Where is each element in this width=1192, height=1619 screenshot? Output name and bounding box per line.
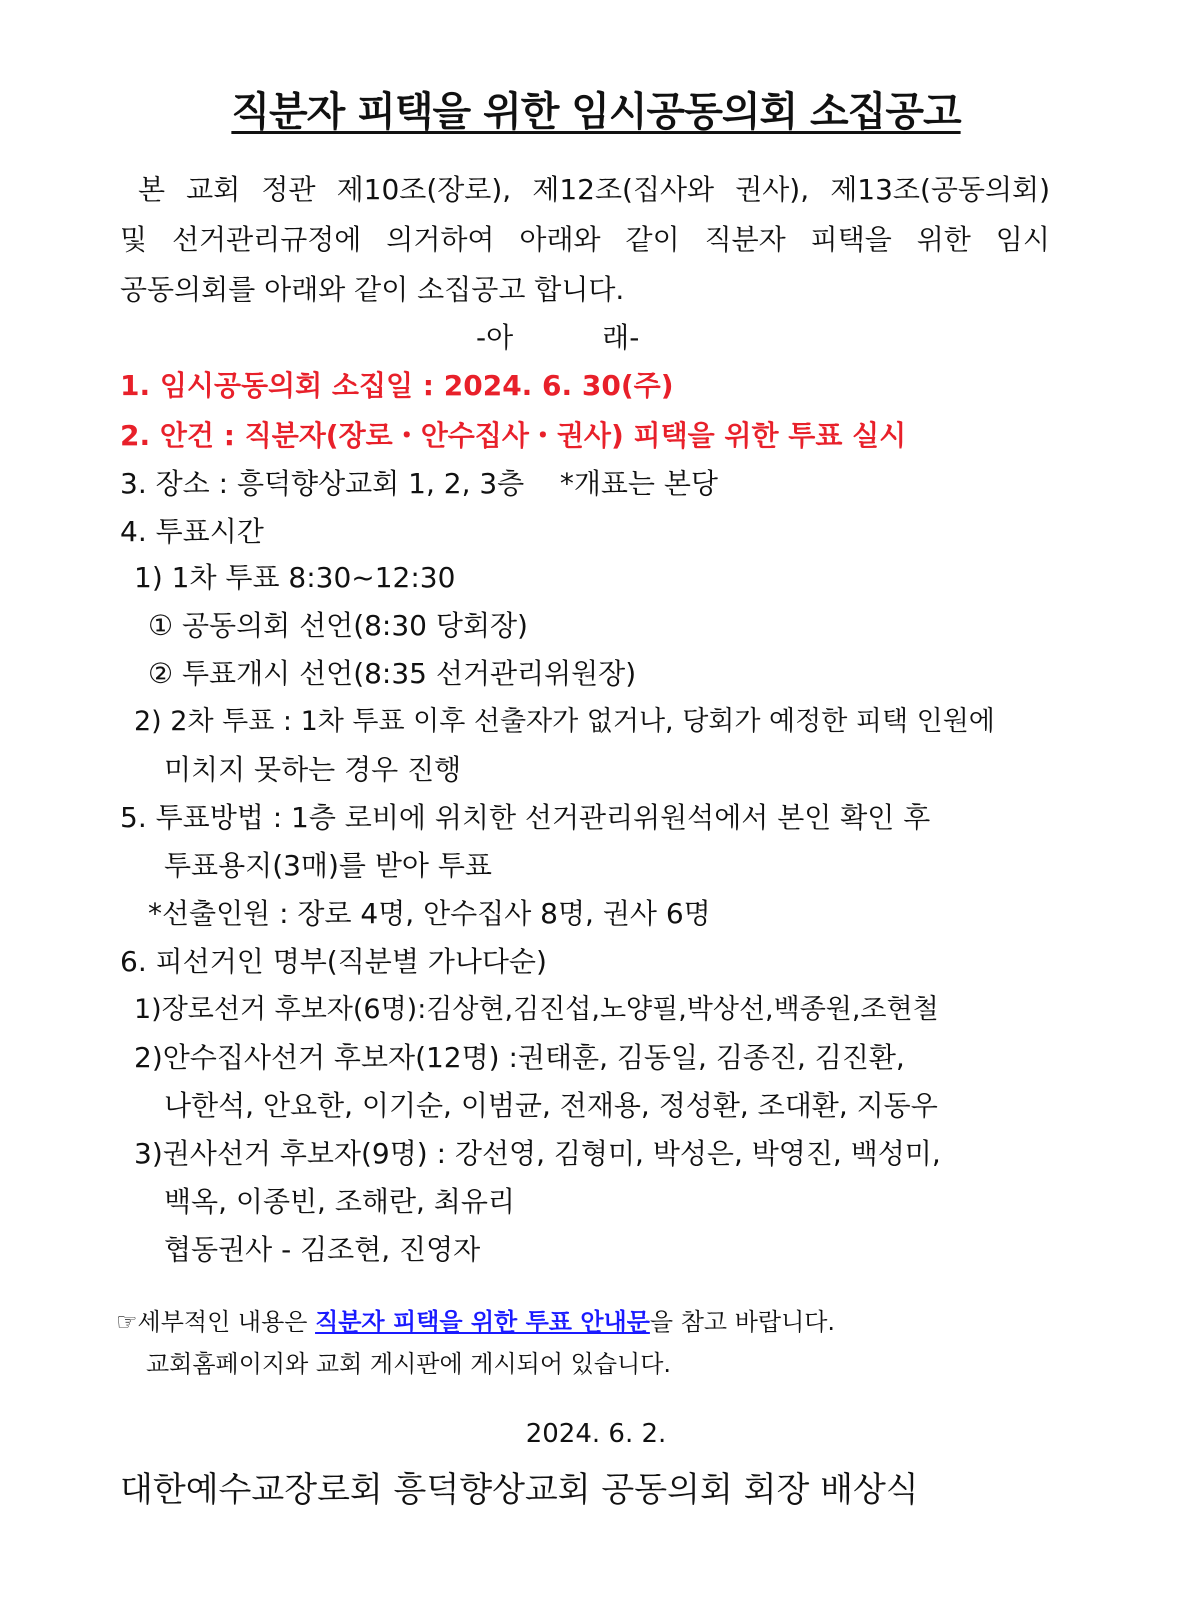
item-6-1: 1)장로선거 후보자(6명):김상현,김진섭,노양필,박상선,백종원,조현철 xyxy=(134,994,939,1025)
page-title: 직분자 피택을 위한 임시공동의회 소집공고 xyxy=(231,89,961,135)
item-5-b: 투표용지(3매)를 받아 투표 xyxy=(164,849,492,882)
item-5-c: *선출인원 : 장로 4명, 안수집사 8명, 권사 6명 xyxy=(148,897,711,930)
signature: 대한예수교장로회 흥덕향상교회 공동의회 회장 배상식 xyxy=(120,1470,919,1510)
item-4-2-a: 2) 2차 투표 : 1차 투표 이후 선출자가 없거나, 당회가 예정한 피택 인원에 xyxy=(134,706,995,737)
intro-line-1: 본 교회 정관 제10조(장로), 제12조(집사와 권사), 제13조(공동의회) xyxy=(138,173,1050,206)
intro-line-2: 및 선거관리규정에 의거하여 아래와 같이 직분자 피택을 위한 임시 xyxy=(120,223,1050,256)
item-2-agenda: 2. 안건 : 직분자(장로・안수집사・권사) 피택을 위한 투표 실시 xyxy=(120,419,907,452)
item-4-1: 1) 1차 투표 8:30~12:30 xyxy=(134,561,456,594)
item-6-3-b: 백옥, 이종빈, 조해란, 최유리 xyxy=(164,1185,515,1218)
item-6-2-b: 나한석, 안요한, 이기순, 이범균, 전재용, 정성환, 조대환, 지동우 xyxy=(164,1089,938,1122)
item-6: 6. 피선거인 명부(직분별 가나다순) xyxy=(120,945,547,978)
note-line-2: 교회홈페이지와 교회 게시판에 게시되어 있습니다. xyxy=(146,1350,672,1378)
item-4-time: 4. 투표시간 xyxy=(120,515,264,548)
item-6-2-a: 2)안수집사선거 후보자(12명) :권태훈, 김동일, 김종진, 김진환, xyxy=(134,1041,905,1074)
item-6-3-c: 협동권사 - 김조현, 진영자 xyxy=(164,1233,481,1266)
item-5-a: 5. 투표방법 : 1층 로비에 위치한 선거관리위원석에서 본인 확인 후 xyxy=(120,801,931,834)
item-3-place: 3. 장소 : 흥덕향상교회 1, 2, 3층 *개표는 본당 xyxy=(120,467,718,500)
item-6-3-a: 3)권사선거 후보자(9명) : 강선영, 김형미, 박성은, 박영진, 백성미, xyxy=(134,1137,941,1170)
guide-link[interactable]: 직분자 피택을 위한 투표 안내문 xyxy=(315,1308,650,1336)
issue-date: 2024. 6. 2. xyxy=(525,1419,667,1449)
note-line-1: ☞세부적인 내용은 직분자 피택을 위한 투표 안내문을 참고 바랍니다. xyxy=(116,1308,836,1336)
item-4-1-b: ② 투표개시 선언(8:35 선거관리위원장) xyxy=(148,657,637,690)
item-4-2-b: 미치지 못하는 경우 진행 xyxy=(164,753,462,786)
item-4-1-a: ① 공동의회 선언(8:30 당회장) xyxy=(148,609,528,642)
intro-line-3: 공동의회를 아래와 같이 소집공고 합니다. xyxy=(120,273,625,306)
section-heading: -아 래- xyxy=(476,321,640,354)
item-1-date: 1. 임시공동의회 소집일 : 2024. 6. 30(주) xyxy=(120,369,674,402)
